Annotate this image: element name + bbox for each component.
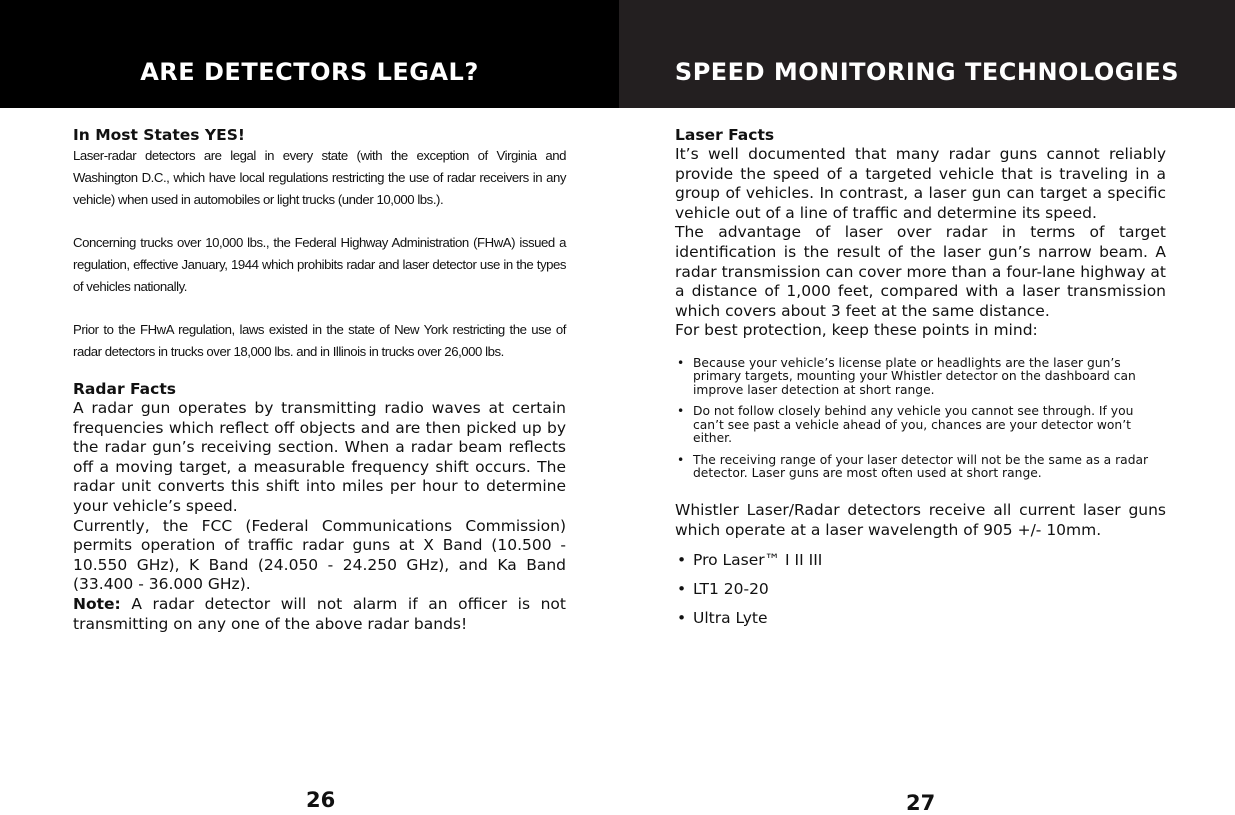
radar-paragraph: Currently, the FCC (Federal Communications Commission) permits operation of traffic radar guns at X Band (10.500 - 10.550 GHz), K Band (24.050 - 24.250 GHz), and Ka Band (33.400 - 36.000 GHz). xyxy=(73,516,566,594)
note-label: Note: xyxy=(73,594,121,613)
laser-tips-list xyxy=(675,357,1166,481)
right-header-title: SPEED MONITORING TECHNOLOGIES xyxy=(674,58,1180,86)
list-item: • Ultra Lyte xyxy=(675,604,1166,633)
legal-paragraph: Prior to the FHwA regulation, laws existed in the state of New York restricting the use of radar detectors in trucks over 18,000 lbs. and in Illinois in trucks over 26,000 lbs. xyxy=(73,322,566,359)
list-item: • The receiving range of your laser detector will not be the same as a radar detector. Laser guns are most often used at short range. xyxy=(675,454,1166,481)
list-item: • Because your vehicle’s license plate or headlights are the laser gun’s primary targets, mounting your Whistler detector on the dashboard can improve laser detection at short range. xyxy=(675,357,1166,398)
right-page-header xyxy=(619,0,1235,108)
page-number-right: 27 xyxy=(906,791,936,815)
laser-text-block xyxy=(675,145,1166,341)
section-heading-laser: Laser Facts xyxy=(675,126,775,144)
left-page-header xyxy=(0,0,619,108)
left-column xyxy=(73,125,566,634)
right-column xyxy=(675,125,1166,633)
page-number-left: 26 xyxy=(306,788,336,812)
legal-text-block xyxy=(73,145,566,363)
section-heading-legal: In Most States YES! xyxy=(73,126,245,144)
list-item: • Pro Laser™ I II III xyxy=(675,546,1166,575)
laser-paragraph: The advantage of laser over radar in terms of target identification is the result of the laser gun’s narrow beam. A radar transmission can cover more than a four-lane highway at a distance of 1,000 feet, compared with a laser transmission which covers about 3 feet at the same distance. xyxy=(675,223,1166,320)
laser-paragraph: It’s well documented that many radar guns cannot reliably provide the speed of a targeted vehicle that is traveling in a group of vehicles. In contrast, a laser gun can target a specific vehicle out of a line of traffic and determine its speed. xyxy=(675,145,1166,222)
list-item: • LT1 20-20 xyxy=(675,575,1166,604)
laser-gun-models-list xyxy=(675,546,1166,633)
legal-paragraph: Concerning trucks over 10,000 lbs., the Federal Highway Administration (FHwA) issued a regulation, effective January, 1944 which prohibits radar and laser detector use in the types of vehicles nationally. xyxy=(73,235,566,294)
left-header-title: ARE DETECTORS LEGAL? xyxy=(140,58,479,86)
note-text: A radar detector will not alarm if an officer is not transmitting on any one of the above radar bands! xyxy=(73,594,566,633)
radar-text-block xyxy=(73,399,566,634)
radar-note xyxy=(73,595,566,634)
section-heading-radar: Radar Facts xyxy=(73,380,176,398)
radar-paragraph: A radar gun operates by transmitting radio waves at certain frequencies which reflect off objects and are then picked up by the radar gun’s receiving section. When a radar beam reflects off a moving target, a measurable frequency shift occurs. The radar unit converts this shift into miles per hour to determine your vehicle’s speed. xyxy=(73,399,566,515)
whistler-paragraph: Whistler Laser/Radar detectors receive all current laser guns which operate at a laser wavelength of 905 +/- 10mm. xyxy=(675,500,1166,539)
legal-paragraph: Laser-radar detectors are legal in every state (with the exception of Virginia and Washington D.C., which have local regulations restricting the use of radar receivers in any vehicle) when used in automobiles or light trucks (under 10,000 lbs.). xyxy=(73,148,566,207)
list-item: • Do not follow closely behind any vehicle you cannot see through. If you can’t see past a vehicle ahead of you, chances are your detector won’t either. xyxy=(675,405,1166,446)
laser-paragraph: For best protection, keep these points in mind: xyxy=(675,321,1038,340)
